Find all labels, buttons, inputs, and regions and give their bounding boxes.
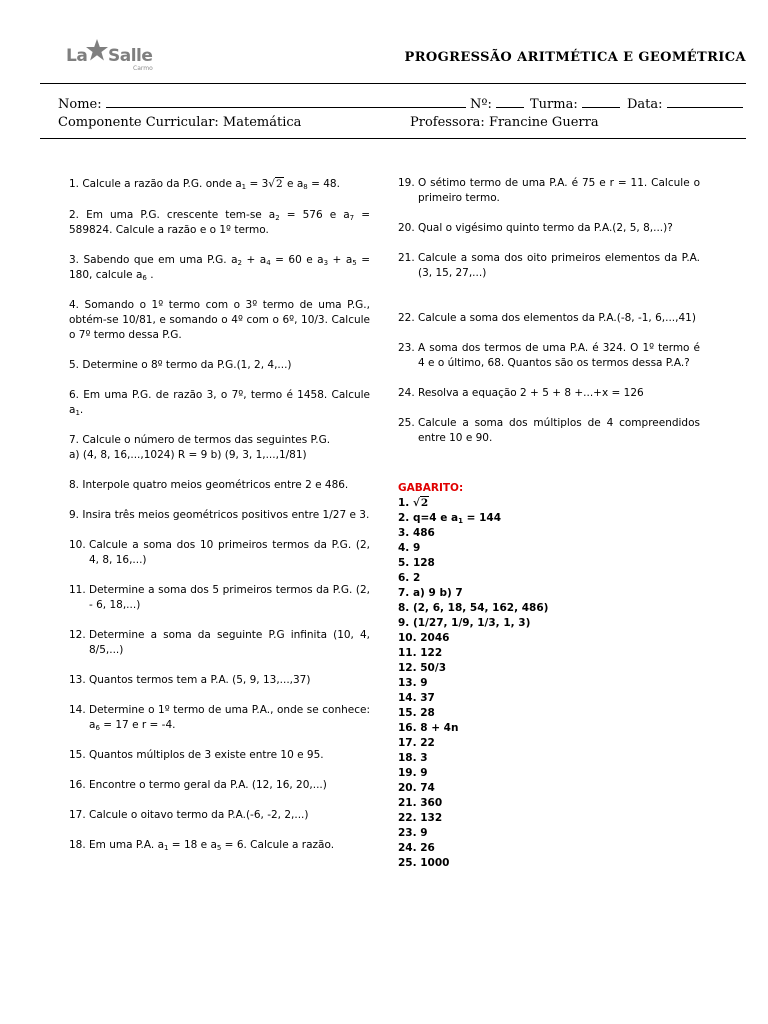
question-19: 19. O sétimo termo de uma P.A. é 75 e r = 11. Calcule o primeiro termo. (398, 177, 700, 204)
questions-left-column (69, 177, 370, 853)
question-20: 20. Qual o vigésimo quinto termo da P.A.(2, 5, 8,...)? (398, 222, 673, 234)
header-divider-bottom (40, 138, 746, 139)
answer-item: 13. 9 (398, 677, 428, 689)
answer-key-title: GABARITO: (398, 482, 464, 494)
question-8: 8. Interpole quatro meios geométricos entre 2 e 486. (69, 479, 349, 491)
answer-item: 12. 50/3 (398, 662, 447, 674)
answer-item: 4. 9 (398, 542, 421, 554)
answer-item: 16. 8 + 4n (398, 722, 459, 734)
logo (66, 38, 166, 74)
question-7-item-a: a) (4, 8, 16,...,1024) R = 9 b) (9, 3, 1,...,1/81) (69, 449, 307, 461)
question-18: 18. Em uma P.A. $a_1 = 18$ e $a_5 = 6$. Calcule a razão. (69, 839, 335, 852)
question-24: 24. Resolva a equação 2 + 5 + 8 +...+x = 126 (398, 387, 644, 399)
question-23: 23. A soma dos termos de uma P.A. é 324. O 1º termo é 4 e o último, 68. Quantos são os termos dessa P.A.? (398, 342, 700, 369)
date-field[interactable] (627, 95, 743, 112)
question-1: 1. Calcule a razão da P.G. onde $a_1 = 3√2$ e $a_8 = 48$. (69, 178, 340, 191)
date-label: Data: (627, 97, 663, 112)
question-12: 12. Determine a soma da seguinte P.G infinita (10, 4, 8/5,...) (69, 629, 370, 656)
header-divider-top (40, 83, 746, 84)
name-blank[interactable] (106, 95, 466, 108)
answer-item: 7. a) 9 b) 7 (398, 587, 463, 599)
question-9: 9. Insira três meios geométricos positivos entre 1/27 e 3. (69, 509, 370, 521)
class-field[interactable] (530, 95, 620, 112)
answer-item: 23. 9 (398, 827, 428, 839)
question-15: 15. Quantos múltiplos de 3 existe entre 10 e 95. (69, 749, 324, 761)
question-10: 10. Calcule a soma dos 10 primeiros termos da P.G. (2, 4, 8, 16,...) (69, 539, 370, 566)
question-25: 25. Calcule a soma dos múltiplos de 4 compreendidos entre 10 e 90. (398, 417, 700, 444)
answer-item: 24. 26 (398, 842, 435, 854)
question-14: 14. Determine o 1º termo de uma P.A., onde se conhece: $a_6 = 17$ e r = -4. (69, 704, 370, 732)
question-22: 22. Calcule a soma dos elementos da P.A.(-8, -1, 6,...,41) (398, 312, 696, 324)
number-field[interactable] (470, 95, 524, 112)
question-2: 2. Em uma P.G. crescente tem-se $a_2 = 576$ e $a_7 = 589824$. Calcule a razão e o 1º termo. (69, 209, 370, 236)
answer-item: 14. 37 (398, 692, 435, 704)
answer-item: 19. 9 (398, 767, 428, 779)
answer-item: 17. 22 (398, 737, 435, 749)
question-16: 16. Encontre o termo geral da P.A. (12, 16, 20,...) (69, 779, 327, 791)
answer-item: 11. 122 (398, 647, 443, 659)
question-11: 11. Determine a soma dos 5 primeiros termos da P.G. (2, - 6, 18,...) (69, 584, 370, 611)
class-blank[interactable] (582, 95, 620, 108)
answer-item: 8. (2, 6, 18, 54, 162, 486) (398, 602, 549, 614)
answer-list (398, 526, 700, 871)
star-icon (85, 38, 109, 62)
date-blank[interactable] (667, 95, 743, 108)
teacher-label: Professora: Francine Guerra (410, 115, 599, 130)
answer-item: 3. 486 (398, 527, 435, 539)
question-17: 17. Calcule o oitavo termo da P.A.(-6, -2, 2,...) (69, 809, 309, 821)
answer-1: 1. √2 (398, 497, 429, 509)
answer-item: 25. 1000 (398, 857, 450, 869)
answer-item: 10. 2046 (398, 632, 450, 644)
answer-item: 9. (1/27, 1/9, 1/3, 1, 3) (398, 617, 531, 629)
answer-item: 22. 132 (398, 812, 443, 824)
question-21: 21. Calcule a soma dos oito primeiros elementos da P.A.(3, 15, 27,...) (398, 252, 700, 279)
question-6: 6. Em uma P.G. de razão 3, o 7º, termo é 1458. Calcule $a_1$. (69, 389, 370, 417)
name-label: Nome: (58, 97, 102, 112)
answer-key (398, 481, 700, 871)
answer-item: 15. 28 (398, 707, 435, 719)
number-blank[interactable] (496, 95, 524, 108)
answer-item: 20. 74 (398, 782, 435, 794)
logo-subtext: Carmo (133, 65, 153, 72)
question-13: 13. Quantos termos tem a P.A. (5, 9, 13,...,37) (69, 674, 311, 686)
question-7: 7. Calcule o número de termos das seguintes P.G. (69, 434, 331, 446)
class-label: Turma: (530, 97, 578, 112)
answer-item: 6. 2 (398, 572, 421, 584)
number-label: Nº: (470, 97, 492, 112)
answer-2: 2. q=4 e $a_1 = 144$ (398, 512, 501, 525)
question-4: 4. Somando o 1º termo com o 3º termo de uma P.G., obtém-se 10/81, e somando o 4º com o 6º, 10/3. Calcule o 7º termo dessa P.G. (69, 299, 370, 341)
name-field[interactable] (58, 95, 466, 112)
question-5: 5. Determine o 8º termo da P.G.(1, 2, 4,...) (69, 359, 292, 371)
questions-right-column (398, 176, 700, 871)
subject-label: Componente Curricular: Matemática (58, 115, 302, 130)
document-title: PROGRESSÃO ARITMÉTICA E GEOMÉTRICA (404, 50, 746, 65)
logo-text-salle: Salle (108, 46, 153, 66)
answer-item: 5. 128 (398, 557, 435, 569)
answer-item: 21. 360 (398, 797, 443, 809)
answer-item: 18. 3 (398, 752, 428, 764)
logo-text-la: La (66, 46, 88, 66)
question-3: 3. Sabendo que em uma P.G. $a_2 + a_4 = 60$ e $a_3 + a_5 = 180$, calcule $a_6$ . (69, 254, 371, 282)
